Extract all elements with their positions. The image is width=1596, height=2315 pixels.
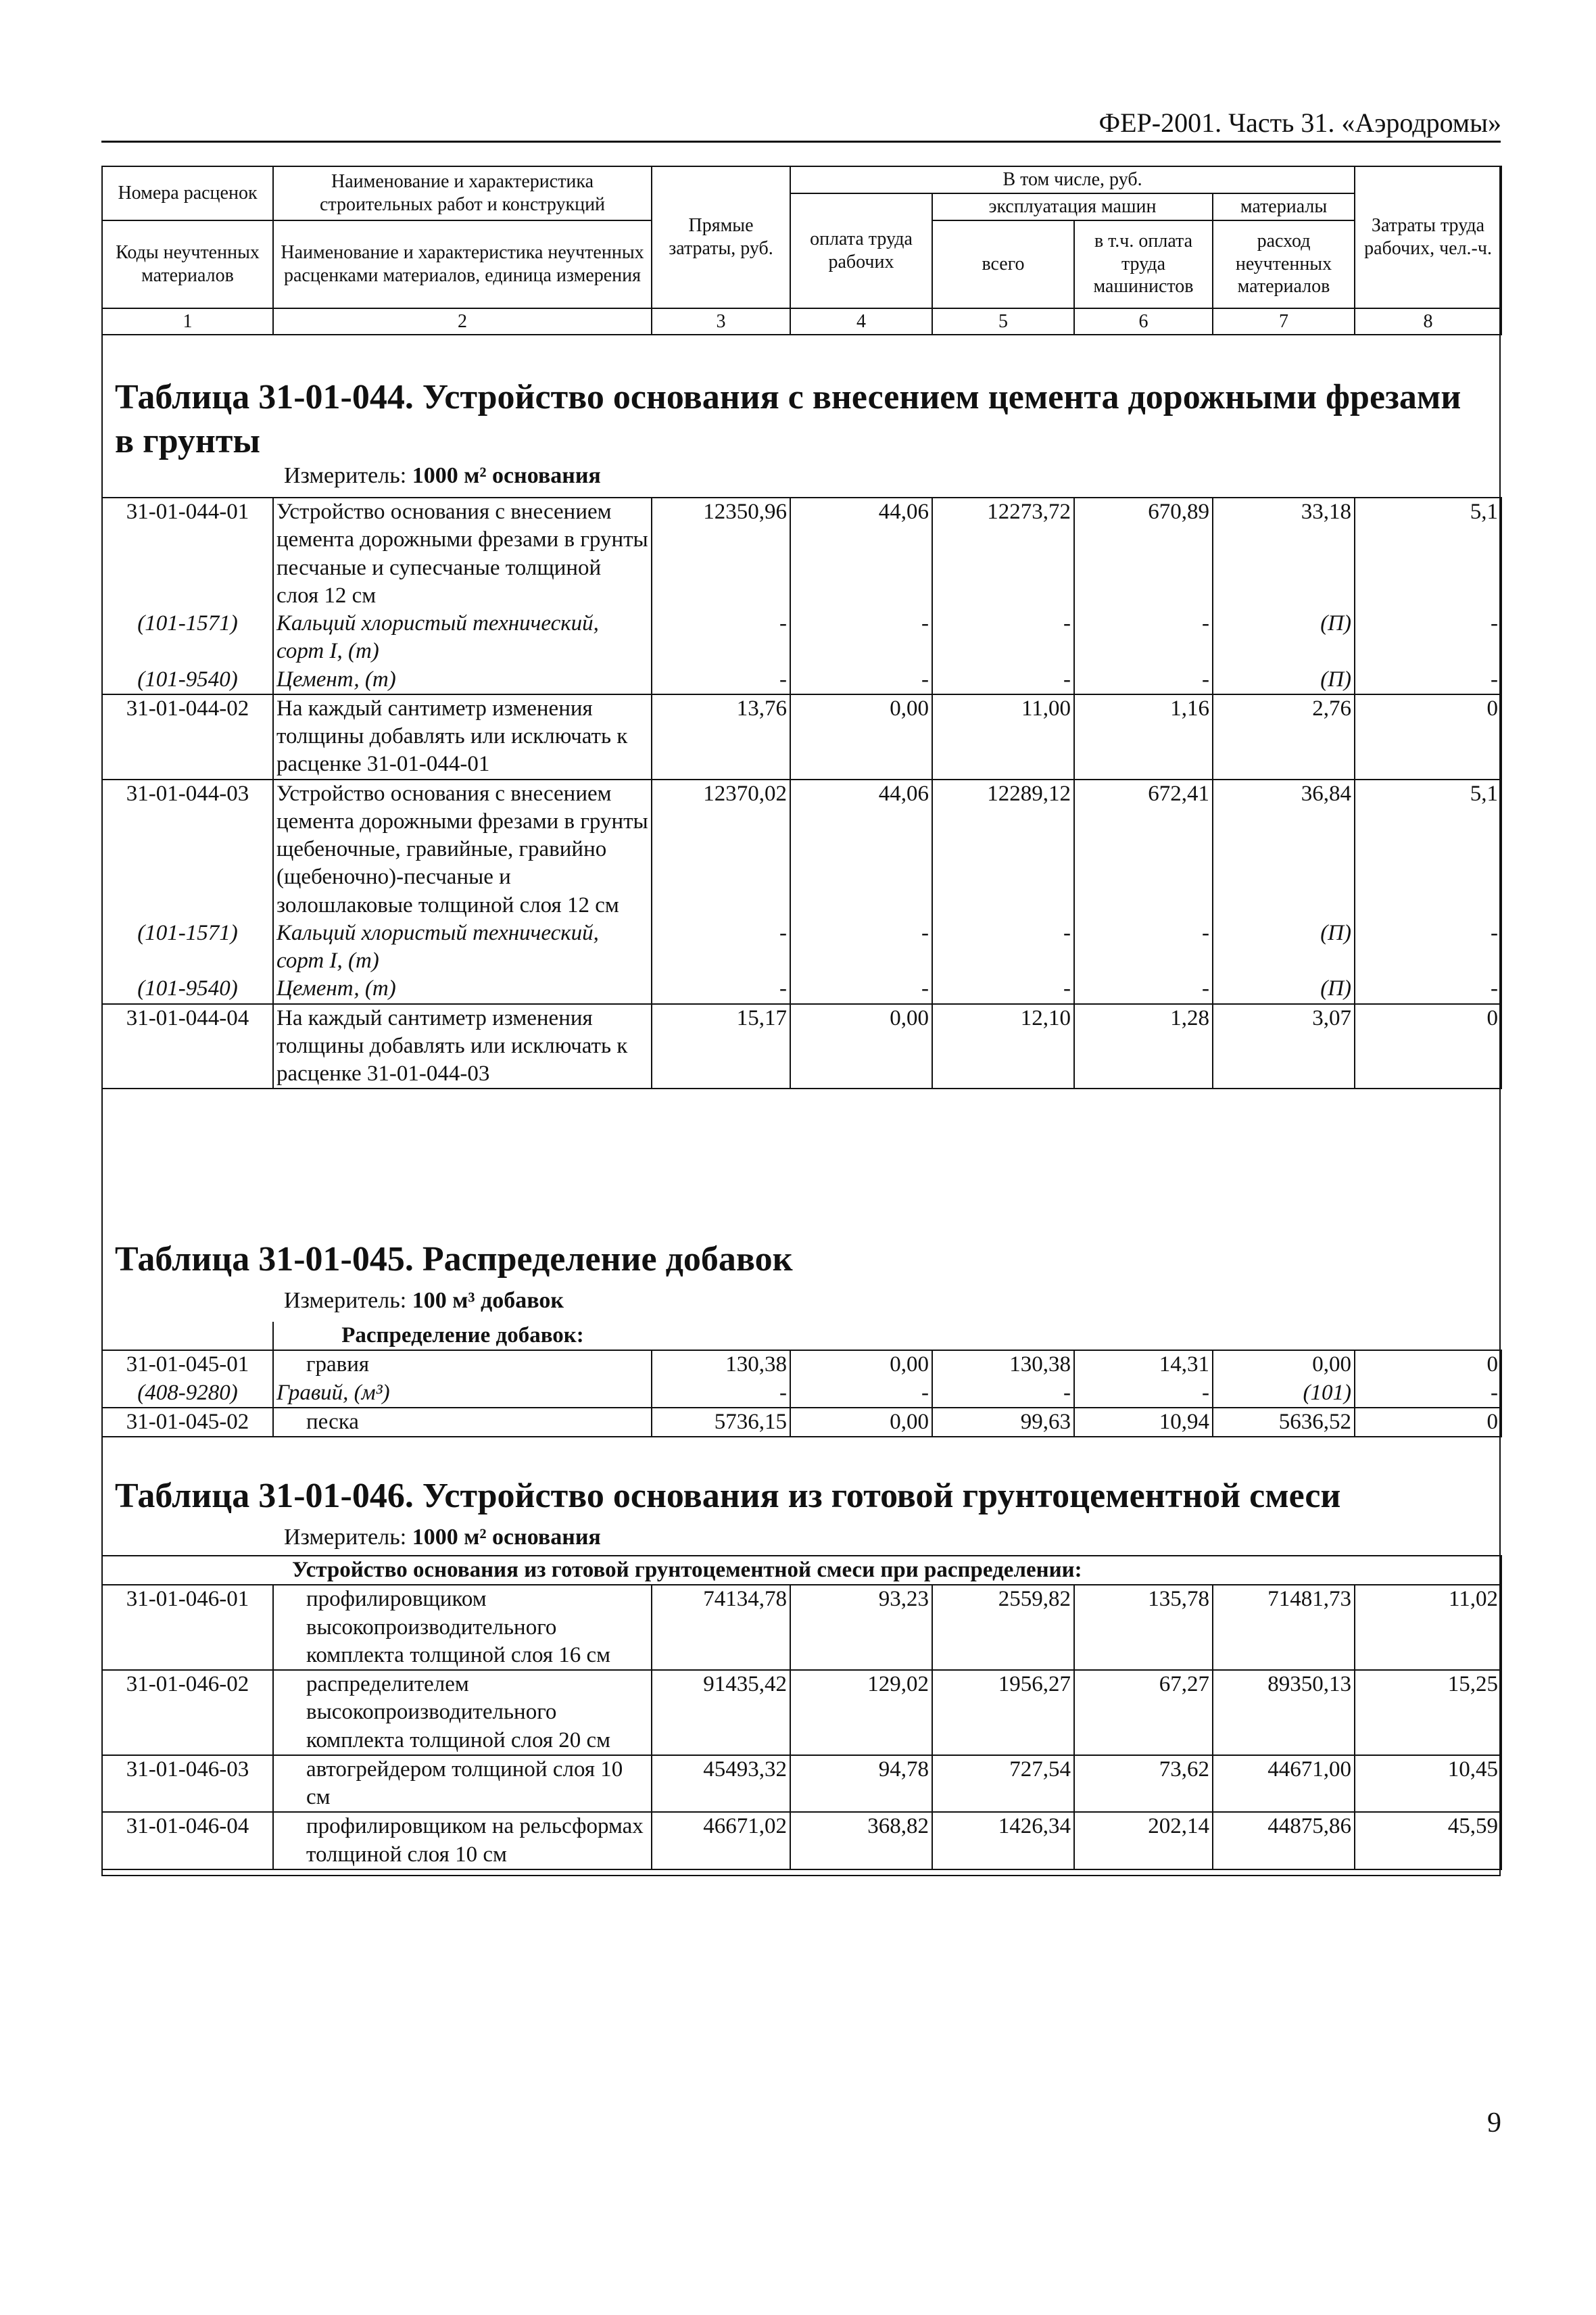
table-cell: 0,00 xyxy=(790,1350,932,1379)
table-cell: (П) xyxy=(1213,666,1355,694)
table-row xyxy=(102,1585,1501,1670)
table-cell: - xyxy=(1355,920,1501,976)
table-cell: 45,59 xyxy=(1355,1812,1501,1869)
col-number: 2 xyxy=(273,308,652,335)
table-cell: 5,1 xyxy=(1355,780,1501,920)
table-unit: Измеритель: 100 м³ добавок xyxy=(284,1288,564,1313)
table-cell: 130,38 xyxy=(932,1350,1074,1379)
table-cell: профилировщиком высокопроизводительного комплекта толщиной слоя 16 см xyxy=(273,1585,652,1670)
table-cell: 31-01-044-01 xyxy=(102,498,273,610)
table-cell: 0 xyxy=(1355,1350,1501,1379)
table-cell: 91435,42 xyxy=(652,1670,790,1755)
table-cell: 12,10 xyxy=(932,1004,1074,1089)
table-cell: Устройство основания с внесением цемента дорожными фрезами в грунты песчаные и супесчаные толщиной слоя 12 см xyxy=(273,498,652,610)
table-cell: (П) xyxy=(1213,610,1355,666)
table-cell: - xyxy=(1355,610,1501,666)
table-cell: 31-01-046-03 xyxy=(102,1755,273,1813)
subheading: Устройство основания из готовой грунтоцементной смеси при распределении: xyxy=(102,1556,1501,1585)
col-number: 7 xyxy=(1213,308,1355,335)
table-cell: - xyxy=(652,666,790,694)
table-cell: 0,00 xyxy=(1213,1350,1355,1379)
table-cell: 31-01-044-04 xyxy=(102,1004,273,1089)
table-cell: - xyxy=(652,920,790,976)
table-title: Таблица 31-01-046. Устройство основания из готовой грунтоцементной смеси xyxy=(115,1477,1341,1515)
table-cell: 31-01-046-02 xyxy=(102,1670,273,1755)
table-cell: 2559,82 xyxy=(932,1585,1074,1670)
table-cell: 44875,86 xyxy=(1213,1812,1355,1869)
table-row xyxy=(102,1670,1501,1755)
table-cell: 0,00 xyxy=(790,694,932,780)
table-cell: - xyxy=(790,975,932,1003)
table-cell: 45493,32 xyxy=(652,1755,790,1813)
table-row xyxy=(102,1379,1501,1408)
table-cell: 12350,96 xyxy=(652,498,790,610)
table-cell: 36,84 xyxy=(1213,780,1355,920)
table-cell: (П) xyxy=(1213,920,1355,976)
table-row xyxy=(102,920,1501,976)
col-header-wages: оплата труда рабочих xyxy=(790,193,932,308)
col-number: 3 xyxy=(652,308,790,335)
table-cell: Кальций хлористый технический, сорт I, (т) xyxy=(273,610,652,666)
table-cell: 10,94 xyxy=(1074,1408,1213,1437)
col-number: 1 xyxy=(102,308,273,335)
col-header-materials: материалы xyxy=(1213,193,1355,220)
col-number: 8 xyxy=(1355,308,1501,335)
table-cell: - xyxy=(1355,975,1501,1003)
table-cell: 0 xyxy=(1355,1004,1501,1089)
column-header-table xyxy=(101,166,1502,335)
table-cell: 1,16 xyxy=(1074,694,1213,780)
table-cell: 130,38 xyxy=(652,1350,790,1379)
table-cell: 31-01-045-01 xyxy=(102,1350,273,1379)
table-row xyxy=(102,1004,1501,1089)
table-cell: (408-9280) xyxy=(102,1379,273,1408)
table-cell: - xyxy=(652,610,790,666)
table-cell: автогрейдером толщиной слоя 10 см xyxy=(273,1755,652,1813)
table-cell: 15,17 xyxy=(652,1004,790,1089)
table-cell: 135,78 xyxy=(1074,1585,1213,1670)
table-cell: - xyxy=(932,666,1074,694)
table-31-01-045 xyxy=(101,1322,1502,1437)
table-cell: - xyxy=(932,975,1074,1003)
col-header-material-names: Наименование и характеристика неучтенных расценками материалов, единица измерения xyxy=(273,220,652,308)
table-row xyxy=(102,975,1501,1003)
table-cell: 3,07 xyxy=(1213,1004,1355,1089)
table-cell: 31-01-046-04 xyxy=(102,1812,273,1869)
table-cell: 31-01-044-03 xyxy=(102,780,273,920)
table-cell: (101-9540) xyxy=(102,666,273,694)
table-cell: 5736,15 xyxy=(652,1408,790,1437)
table-cell: 129,02 xyxy=(790,1670,932,1755)
table-31-01-044 xyxy=(101,497,1502,1089)
col-header-material-codes: Коды неучтенных материалов xyxy=(102,220,273,308)
col-number: 6 xyxy=(1074,308,1213,335)
table-cell: гравия xyxy=(273,1350,652,1379)
table-cell: 14,31 xyxy=(1074,1350,1213,1379)
header-rule xyxy=(101,141,1501,143)
table-cell xyxy=(102,1322,273,1350)
col-header-codes: Номера расценок xyxy=(102,166,273,220)
table-cell: 15,25 xyxy=(1355,1670,1501,1755)
table-row xyxy=(102,498,1501,610)
table-cell: - xyxy=(790,920,932,976)
page-number: 9 xyxy=(1487,2107,1501,2139)
table-cell: 670,89 xyxy=(1074,498,1213,610)
table-cell: 10,45 xyxy=(1355,1755,1501,1813)
table-cell: 368,82 xyxy=(790,1812,932,1869)
table-cell: 93,23 xyxy=(790,1585,932,1670)
table-cell: 71481,73 xyxy=(1213,1585,1355,1670)
table-cell: - xyxy=(1074,920,1213,976)
table-cell: 11,00 xyxy=(932,694,1074,780)
table-cell: 89350,13 xyxy=(1213,1670,1355,1755)
table-cell: 31-01-046-01 xyxy=(102,1585,273,1670)
col-header-labor: Затраты труда рабочих, чел.-ч. xyxy=(1355,166,1501,308)
page-header: ФЕР-2001. Часть 31. «Аэродромы» xyxy=(1098,108,1501,138)
table-cell: - xyxy=(1074,1379,1213,1408)
table-cell: Устройство основания с внесением цемента дорожными фрезами в грунты щебеночные, гравийные, гравийно (щебеночно)-песчаные и золошлаковые толщиной слоя 12 см xyxy=(273,780,652,920)
table-cell: (101-9540) xyxy=(102,975,273,1003)
table-cell: 44,06 xyxy=(790,780,932,920)
col-number: 4 xyxy=(790,308,932,335)
col-header-material-usage: расход неучтенных материалов xyxy=(1213,220,1355,308)
table-row xyxy=(102,1408,1501,1437)
table-cell: песка xyxy=(273,1408,652,1437)
table-cell: 67,27 xyxy=(1074,1670,1213,1755)
table-row xyxy=(102,1350,1501,1379)
table-cell: Цемент, (т) xyxy=(273,666,652,694)
table-cell: (101-1571) xyxy=(102,610,273,666)
table-cell: 74134,78 xyxy=(652,1585,790,1670)
table-cell: - xyxy=(652,975,790,1003)
table-cell: 672,41 xyxy=(1074,780,1213,920)
table-cell: 12273,72 xyxy=(932,498,1074,610)
table-cell: 0 xyxy=(1355,1408,1501,1437)
table-row xyxy=(102,610,1501,666)
table-row xyxy=(102,694,1501,780)
table-cell: 12370,02 xyxy=(652,780,790,920)
table-cell: 46671,02 xyxy=(652,1812,790,1869)
table-title: Таблица 31-01-044. Устройство основания с внесением цемента дорожными фрезами в грунты xyxy=(115,378,1461,460)
table-cell: - xyxy=(932,1379,1074,1408)
table-cell: 99,63 xyxy=(932,1408,1074,1437)
table-cell: 11,02 xyxy=(1355,1585,1501,1670)
table-cell: 1,28 xyxy=(1074,1004,1213,1089)
table-cell: Гравий, (м³) xyxy=(273,1379,652,1408)
table-cell: 0 xyxy=(1355,694,1501,780)
table-cell: 33,18 xyxy=(1213,498,1355,610)
col-header-machinist-wages: в т.ч. оплата труда машинистов xyxy=(1074,220,1213,308)
col-header-direct-costs: Прямые затраты, руб. xyxy=(652,166,790,308)
table-cell: - xyxy=(652,1379,790,1408)
col-number: 5 xyxy=(932,308,1074,335)
table-cell: - xyxy=(1355,666,1501,694)
table-cell: Кальций хлористый технический, сорт I, (т) xyxy=(273,920,652,976)
table-cell: 2,76 xyxy=(1213,694,1355,780)
col-header-name: Наименование и характеристика строительных работ и конструкций xyxy=(273,166,652,220)
table-cell: 1426,34 xyxy=(932,1812,1074,1869)
table-cell: (101) xyxy=(1213,1379,1355,1408)
table-row xyxy=(102,666,1501,694)
table-cell: 1956,27 xyxy=(932,1670,1074,1755)
table-cell: - xyxy=(790,610,932,666)
table-cell: 5,1 xyxy=(1355,498,1501,610)
table-cell: - xyxy=(932,920,1074,976)
table-cell: - xyxy=(1355,1379,1501,1408)
table-row xyxy=(102,1755,1501,1813)
table-cell: - xyxy=(790,1379,932,1408)
table-cell: 31-01-044-02 xyxy=(102,694,273,780)
table-cell: - xyxy=(1074,975,1213,1003)
table-unit: Измеритель: 1000 м² основания xyxy=(284,1525,601,1550)
table-cell: 44,06 xyxy=(790,498,932,610)
subheading: Распределение добавок: xyxy=(273,1322,652,1350)
table-row xyxy=(102,780,1501,920)
table-cell: (П) xyxy=(1213,975,1355,1003)
table-cell: 94,78 xyxy=(790,1755,932,1813)
table-cell xyxy=(652,1322,1501,1350)
table-cell: - xyxy=(932,610,1074,666)
table-cell: - xyxy=(1074,610,1213,666)
table-cell: 44671,00 xyxy=(1213,1755,1355,1813)
table-cell: профилировщиком на рельсформах толщиной слоя 10 см xyxy=(273,1812,652,1869)
table-cell: 31-01-045-02 xyxy=(102,1408,273,1437)
table-cell: 202,14 xyxy=(1074,1812,1213,1869)
table-cell: - xyxy=(1074,666,1213,694)
col-header-machines: эксплуатация машин xyxy=(932,193,1213,220)
table-cell: - xyxy=(790,666,932,694)
table-cell: 727,54 xyxy=(932,1755,1074,1813)
table-title: Таблица 31-01-045. Распределение добавок xyxy=(115,1240,793,1279)
table-cell: 5636,52 xyxy=(1213,1408,1355,1437)
table-cell: 12289,12 xyxy=(932,780,1074,920)
table-row xyxy=(102,1812,1501,1869)
table-cell: 73,62 xyxy=(1074,1755,1213,1813)
table-cell: На каждый сантиметр изменения толщины добавлять или исключать к расценке 31-01-044-01 xyxy=(273,694,652,780)
table-cell: (101-1571) xyxy=(102,920,273,976)
col-header-machines-total: всего xyxy=(932,220,1074,308)
table-cell: 0,00 xyxy=(790,1408,932,1437)
table-cell: 0,00 xyxy=(790,1004,932,1089)
table-cell: 13,76 xyxy=(652,694,790,780)
col-header-included: В том числе, руб. xyxy=(790,166,1355,193)
table-cell: Цемент, (т) xyxy=(273,975,652,1003)
table-31-01-046 xyxy=(101,1555,1502,1870)
table-cell: распределителем высокопроизводительного комплекта толщиной слоя 20 см xyxy=(273,1670,652,1755)
table-cell: На каждый сантиметр изменения толщины добавлять или исключать к расценке 31-01-044-03 xyxy=(273,1004,652,1089)
table-unit: Измеритель: 1000 м² основания xyxy=(284,463,601,488)
